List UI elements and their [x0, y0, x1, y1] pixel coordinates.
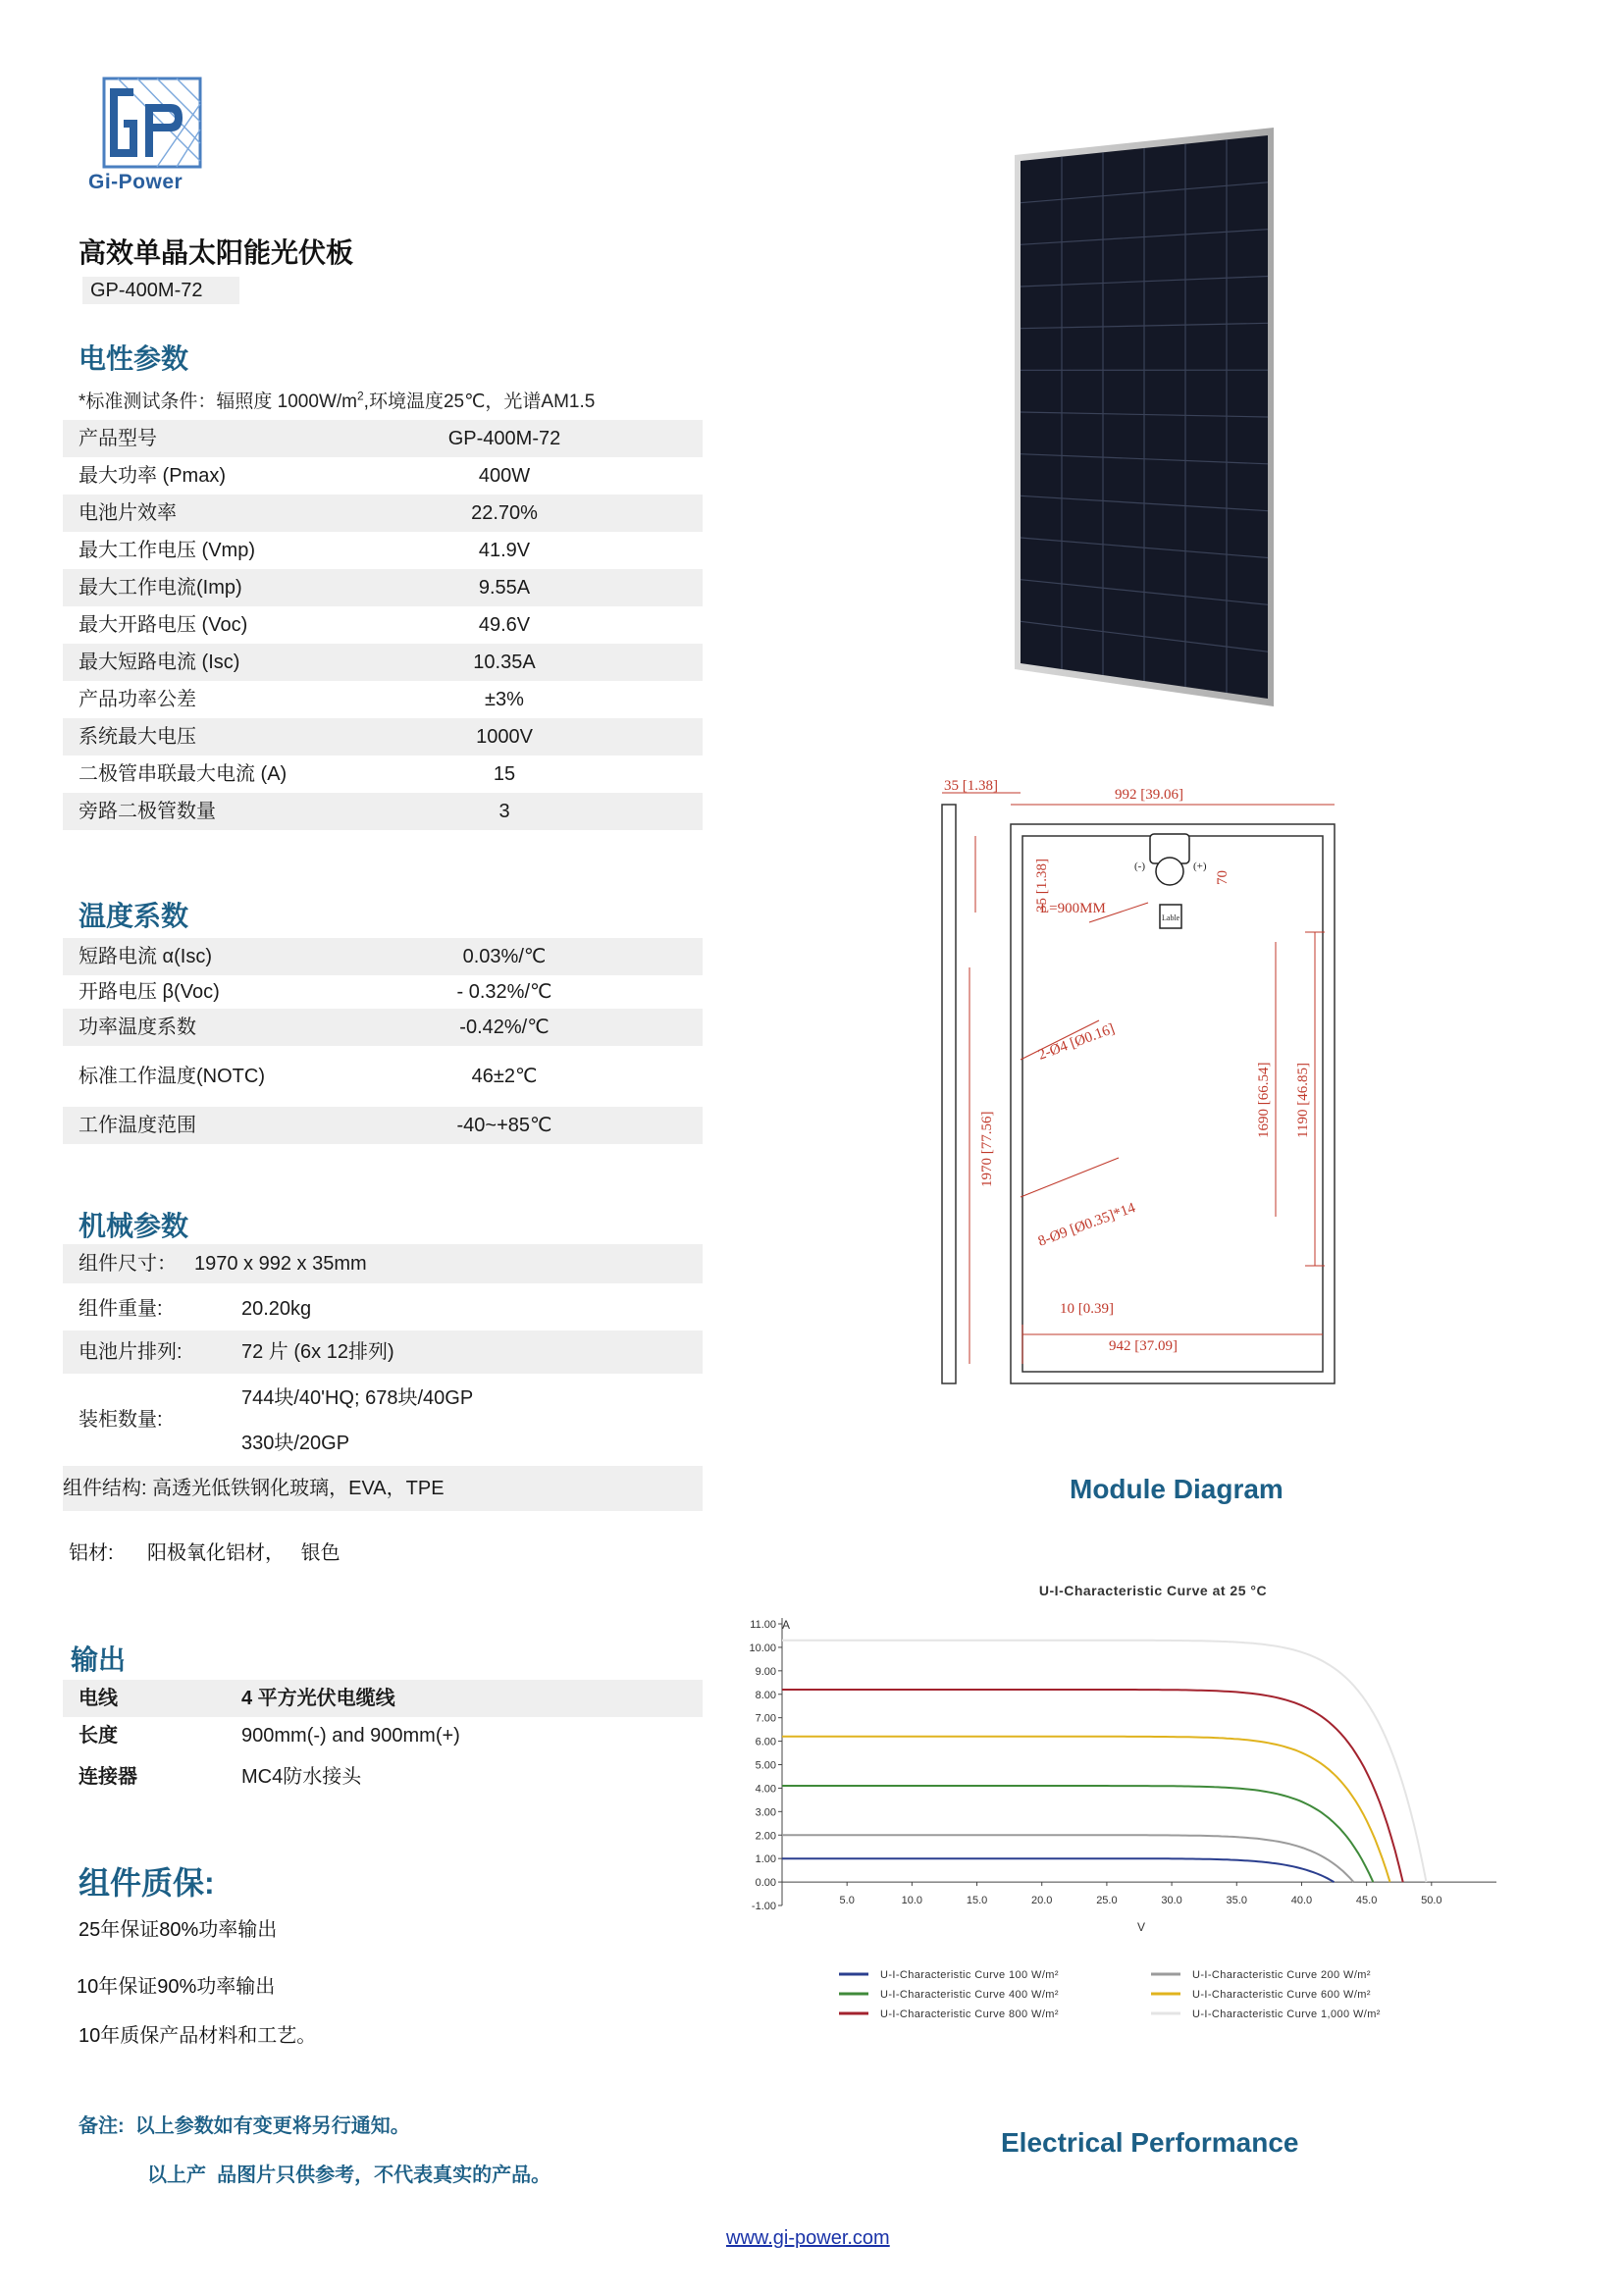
temperature-row: 工作温度范围 -40~+85℃	[63, 1107, 703, 1144]
electrical-row: 二极管串联最大电流 (A) 15	[79, 763, 516, 785]
diagram-label-mount-span: 1190 [46.85]	[1295, 1063, 1311, 1138]
model-code: GP-400M-72	[82, 277, 239, 304]
electrical-row: 最大工作电压 (Vmp) 41.9V	[79, 540, 531, 561]
output-row: 连接器 MC4防水接头	[79, 1766, 362, 1788]
legend-label: U-I-Characteristic Curve 200 W/m²	[1192, 1969, 1371, 1981]
mechanical-row: 组件重量: 20.20kg	[79, 1298, 312, 1320]
mechanical-section-title: 机械参数	[79, 1211, 189, 1241]
temperature-row: 短路电流 α(Isc) 0.03%/℃	[63, 938, 703, 975]
temperature-row: 开路电压 β(Voc) - 0.32%/℃	[79, 981, 552, 1003]
temperature-row: 标准工作温度(NOTC) 46±2℃	[79, 1066, 538, 1087]
frame-label: 铝材:	[69, 1542, 114, 1564]
x-tick-label: 50.0	[1421, 1895, 1442, 1907]
x-tick-label: 15.0	[966, 1895, 988, 1907]
temperature-row: 功率温度系数 -0.42%/℃	[63, 1009, 703, 1046]
y-tick-label: 5.00	[755, 1759, 776, 1772]
y-tick-label: 8.00	[755, 1689, 776, 1701]
legend-label: U-I-Characteristic Curve 800 W/m²	[880, 2008, 1059, 2020]
warranty-item: 10年质保产品材料和工艺。	[79, 2025, 317, 2047]
x-tick-label: 10.0	[901, 1895, 923, 1907]
diagram-label-box: Lable	[1162, 913, 1180, 922]
electrical-row: 最大工作电流(Imp) 9.55A	[63, 569, 703, 606]
solar-panel-image	[1011, 128, 1281, 706]
legend-label: U-I-Characteristic Curve 1,000 W/m²	[1192, 2008, 1381, 2020]
x-tick-label: 45.0	[1355, 1895, 1378, 1907]
electrical-row: 电池片效率 22.70%	[63, 495, 703, 532]
output-row: 电线 4 平方光伏电缆线	[63, 1680, 703, 1717]
series-line	[782, 1737, 1390, 1882]
module-diagram-caption: Module Diagram	[1070, 1474, 1283, 1504]
diagram-label-frame-depth: 35 [1.38]	[944, 778, 998, 794]
electrical-row: 最大功率 (Pmax) 400W	[79, 465, 531, 487]
y-tick-label: -1.00	[751, 1901, 776, 1912]
legend-label: U-I-Characteristic Curve 600 W/m²	[1192, 1989, 1371, 2001]
y-tick-label: 4.00	[755, 1783, 776, 1796]
y-tick-label: 3.00	[755, 1806, 776, 1819]
legend-label: U-I-Characteristic Curve 100 W/m²	[880, 1969, 1059, 1981]
diagram-label-jbox-height: 70	[1215, 870, 1231, 885]
chart-caption: Electrical Performance	[1001, 2127, 1299, 2158]
x-tick-label: 35.0	[1226, 1895, 1247, 1907]
diagram-label-height: 1970 [77.56]	[979, 1111, 995, 1187]
mechanical-row: 组件尺寸： 1970 x 992 x 35mm	[63, 1244, 703, 1283]
warranty-item: 25年保证80%功率输出	[79, 1919, 278, 1941]
legend-label: U-I-Characteristic Curve 400 W/m²	[880, 1989, 1059, 2001]
x-tick-label: 30.0	[1161, 1895, 1182, 1907]
chart-ylabel: A	[782, 1618, 791, 1632]
diagram-label-hole-span: 1690 [66.54]	[1256, 1062, 1272, 1138]
diagram-label-cable: L=900MM	[1040, 901, 1106, 916]
frame-value: 阳极氧化铝材， 银色	[147, 1542, 341, 1564]
y-tick-label: 2.00	[755, 1830, 776, 1843]
output-section-title: 输出	[71, 1644, 127, 1675]
y-tick-label: 6.00	[755, 1736, 776, 1748]
chart-xlabel: V	[1136, 1920, 1146, 1934]
diagram-label-edge: 10 [0.39]	[1060, 1301, 1114, 1317]
x-tick-label: 5.0	[839, 1895, 855, 1907]
website-link[interactable]: www.gi-power.com	[726, 2227, 890, 2249]
mechanical-row: 电池片排列: 72 片 (6x 12排列)	[63, 1330, 703, 1374]
mechanical-row: 装柜数量: 744块/40'HQ; 678块/40GP 330块/20GP	[79, 1387, 474, 1454]
mechanical-structure: 组件结构: 高透光低铁钢化玻璃，EVA，TPE	[63, 1466, 703, 1511]
y-tick-label: 10.00	[749, 1642, 776, 1654]
temperature-section-title: 温度系数	[79, 901, 189, 931]
y-tick-label: 1.00	[755, 1853, 776, 1866]
y-tick-label: 11.00	[750, 1619, 776, 1631]
diagram-label-jbox-offset: 35 [1.38]	[1034, 859, 1050, 913]
y-tick-label: 7.00	[755, 1712, 776, 1725]
product-title: 高效单晶太阳能光伏板	[79, 237, 354, 268]
x-tick-label: 20.0	[1031, 1895, 1053, 1907]
diagram-label-width: 992 [39.06]	[1115, 787, 1183, 803]
electrical-row: 最大短路电流 (Isc) 10.35A	[63, 644, 703, 681]
test-conditions: *标准测试条件：辐照度 $1000W/m^2$,环境温度25℃，光谱AM1.5	[79, 389, 596, 412]
electrical-row: 旁路二极管数量 3	[63, 793, 703, 830]
module-diagram	[932, 775, 1354, 1403]
chart-title: U-I-Characteristic Curve at 25 °C	[1038, 1583, 1268, 1598]
series-line	[782, 1641, 1427, 1882]
series-line	[782, 1858, 1335, 1882]
remark-line-2: 以上产 品图片只供参考，不代表真实的产品。	[147, 2165, 551, 2186]
logo-text: Gi-Power	[88, 171, 183, 193]
diagram-label-holes-a: 2-Ø4 [Ø0.16]	[1035, 1020, 1118, 1064]
x-tick-label: 25.0	[1096, 1895, 1118, 1907]
diagram-label-holes-b: 8-Ø9 [Ø0.35]*14	[1035, 1200, 1138, 1250]
diagram-label-minus: (-)	[1134, 861, 1145, 872]
output-row: 长度 900mm(-) and 900mm(+)	[79, 1725, 460, 1747]
ui-curve-chart	[731, 1570, 1536, 2041]
electrical-row: 最大开路电压 (Voc) 49.6V	[79, 614, 531, 636]
diagram-label-plus: (+)	[1193, 861, 1207, 872]
x-tick-label: 40.0	[1290, 1895, 1313, 1907]
electrical-section-title: 电性参数	[79, 343, 189, 374]
diagram-label-inner-width: 942 [37.09]	[1109, 1338, 1178, 1354]
electrical-row: 产品型号 GP-400M-72	[63, 420, 703, 457]
warranty-section-title: 组件质保:	[79, 1865, 215, 1901]
y-tick-label: 0.00	[755, 1877, 776, 1890]
remark-line-1: 备注: 以上参数如有变更将另行通知。	[79, 2115, 410, 2137]
warranty-item: 10年保证90%功率输出	[77, 1976, 276, 1998]
electrical-row: 系统最大电压 1000V	[63, 718, 703, 756]
electrical-row: 产品功率公差 ±3%	[79, 689, 524, 710]
series-line	[782, 1786, 1373, 1882]
y-tick-label: 9.00	[755, 1665, 776, 1678]
